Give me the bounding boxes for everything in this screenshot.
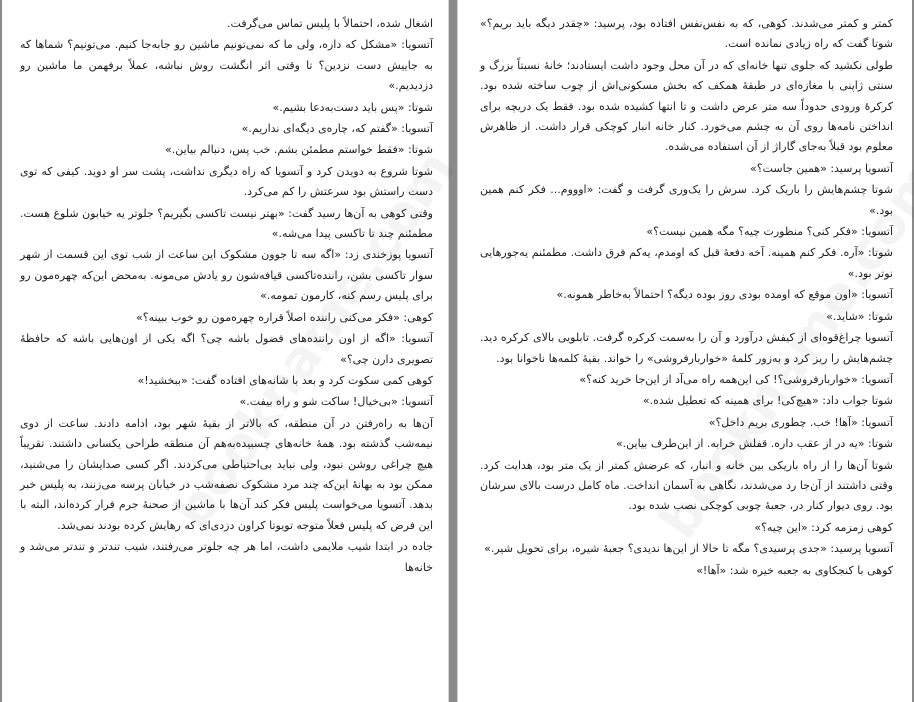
- paragraph: شوتا: «شاید.»: [826, 309, 893, 323]
- paragraph: کمتر و کمتر می‌شدند. کوهی، که به نفس‌نفس افتاده بود، پرسید: «چقدر دیگه باید بریم؟» شوتا گفت که راه زیادی نمانده است.: [480, 17, 893, 51]
- paragraph: کوهی زمزمه کرد: «این چیه؟»: [754, 520, 893, 534]
- paragraph: شوتا: «فقط خواستم مطمئن بشم. خب پس، دنبالم بیاین.»: [165, 143, 433, 157]
- paragraph: کوهی کمی سکوت کرد و بعد با شانه‌های افتاده گفت: «ببخشید!»: [137, 373, 433, 387]
- paragraph: آتسویا: «اگه از اون راننده‌های فضول باشه چی؟ اگه یکی از اون‌هایی باشه که حافظهٔ تصویری دارن چی؟»: [20, 332, 433, 366]
- right-page-text: [480, 14, 893, 582]
- left-page: [2, 0, 449, 702]
- paragraph: طولی نکشید که جلوی تنها خانه‌ای که در آن محل وجود داشت ایستادند؛ خانهٔ نسبتاً بزرگ و سنتی ژاپنی با مغازه‌ای در طبقهٔ همکف که بخش مسکونی‌اش از چوب ساخته شده بود. کرکرهٔ ورودی حدوداً سه متر عرض داشت و تا انتها کشیده شده بود. فقط یک دریچه برای انداختن نامه‌ها روی آن به چشم می‌خورد. کنار خانه انبار کوچکی قرار داشت. از ظاهرش معلوم بود قبلاً به‌جای گاراژ از آن استفاده می‌شده.: [480, 58, 893, 154]
- paragraph: آتسویا: «فکر کنی؟ منظورت چیه؟ مگه همین نیست؟»: [646, 225, 893, 239]
- paragraph: آتسویا پوزخندی زد: «اگه سه تا جوون مشکوک این ساعت از شب توی این قسمت از شهر سوار تاکسی بشن، راننده‌تاکسی قیافه‌شون رو یادش می‌مونه. به‌محض این‌که چهره‌مون رو برای پلیس رسم کنه، کارمون تمومه.»: [20, 248, 433, 303]
- paragraph: شوتا: «یه در از عقب داره. قفلش خرابه. از این‌طرف بیاین.»: [615, 437, 893, 451]
- paragraph: شوتا: «پس باید دست‌به‌دعا بشیم.»: [272, 100, 433, 114]
- right-page: [457, 0, 912, 702]
- paragraph: شوتا آن‌ها را از راه باریکی بین خانه و انبار، که عرضش کمتر از یک متر بود، هدایت کرد. وقتی داشتند از آن‌جا رد می‌شدند، نگاهی به آسمان انداخت. ماه کامل درست بالای سرشان بود. روی دیوار کنار در، جعبهٔ چوبی کوچکی نصب شده بود.: [480, 458, 893, 513]
- paragraph: آتسویا پرسید: «همین جاست؟»: [750, 161, 893, 175]
- paragraph: شوتا جواب داد: «هیچ‌کی! برای همینه که تعطیل شده.»: [642, 394, 893, 408]
- paragraph: جاده در ابتدا شیب ملایمی داشت، اما هر چه جلوتر می‌رفتند، شیب تندتر و تندتر می‌شد و خانه‌ها: [20, 540, 433, 574]
- paragraph: آتسویا: «اون موقع که اومده بودی روز بوده دیگه؟ احتمالاً به‌خاطر همونه.»: [556, 288, 893, 302]
- paragraph: شوتا شروع به دویدن کرد و آتسویا که راه دیگری نداشت، پشت سر او دوید. کیفی که توی دست راستش بود سرعتش را کم می‌کرد.: [20, 164, 433, 199]
- paragraph: آتسویا: «خواربارفروشی؟! کی این‌همه راه می‌آد از این‌جا خرید کنه؟»: [579, 372, 893, 386]
- paragraph: آتسویا: «آها! خب. چطوری بریم داخل؟»: [708, 415, 893, 429]
- paragraph: آتسویا: «مشکل که داره، ولی ما که نمی‌تونیم ماشین رو جابه‌جا کنیم. می‌تونیم؟ شماها که به جاییش دست نزدین؟ تا وقتی اثر انگشت روش نباشه، عملاً برفهمن ما ماشین رو دزدیدیم.»: [20, 38, 433, 93]
- paragraph: کوهی: «فکر می‌کنی راننده اصلاً قراره چهره‌مون رو خوب ببینه؟»: [136, 310, 433, 324]
- paragraph: وقتی کوهی به آن‌ها رسید گفت: «بهتر نیست تاکسی بگیریم؟ جلوتر یه خیابون شلوغ هست. مطمئنم چند تا تاکسی پیدا می‌شه.»: [20, 206, 433, 241]
- paragraph: شوتا چشم‌هایش را باریک کرد. سرش را یک‌وری گرفت و گفت: «اوووم... فکر کنم همین بود.»: [480, 183, 893, 217]
- paragraph: شوتا: «آره. فکر کنم همینه. آخه دفعهٔ قبل که اومدم، یه‌کم فرق داشت. مطمئنم یه‌جورهایی نوتر بود.»: [480, 246, 893, 280]
- paragraph: اشغال شده، احتمالاً با پلیس تماس می‌گرفت.: [227, 17, 433, 30]
- paragraph: آن‌ها به راه‌رفتن در آن منطقه، که بالاتر از بقیهٔ شهر بود، ادامه دادند. ساعت از دوی نیمه‌شب گذشته بود. همهٔ خانه‌های چسبیده‌به‌هم آن منطقه طراحی یکسانی داشتند. تقریباً هیچ چراغی روشن نبود، ولی نباید بی‌احتیاطی می‌کردند. اگر کسی صدایشان را می‌شنید، ممکن بود به بهانهٔ این‌که چند مرد مشکوک نصفه‌شب در خیابان پرسه می‌زنند، به پلیس خبر بدهد. آتسویا می‌خواست پلیس فکر کند آن‌ها با ماشین از صحنهٔ جرم فرار کرده‌اند، البته با این فرض که پلیس فعلاً متوجه تویوتا کراون دزدی‌ای که رهایش کرده بودند نمی‌شد.: [20, 416, 433, 532]
- paragraph: آتسویا پرسید: «جدی پرسیدی؟ مگه تا حالا از این‌ها ندیدی؟ جعبهٔ شیره، برای تحویل شیر.»: [484, 542, 893, 556]
- paragraph: کوهی با کنجکاوی به جعبه خیره شد: «آها!»: [696, 563, 893, 577]
- left-page-text: [20, 14, 433, 579]
- paragraph: آتسویا: «گفتم که، چاره‌ی دیگه‌ای نداریم.»: [241, 122, 433, 136]
- paragraph: آتسویا: «بی‌خیال! ساکت شو و راه بیفت.»: [239, 395, 433, 409]
- paragraph: آتسویا چراغ‌قوه‌ای از کیفش درآورد و آن را به‌سمت کرکره گرفت. تابلویی بالای کرکره دید. چشم‌هایش را ریز کرد و به‌زور کلمهٔ «خواربارفروشی» را خواند. بقیهٔ کلمه‌ها ناخوانا بود.: [480, 331, 893, 365]
